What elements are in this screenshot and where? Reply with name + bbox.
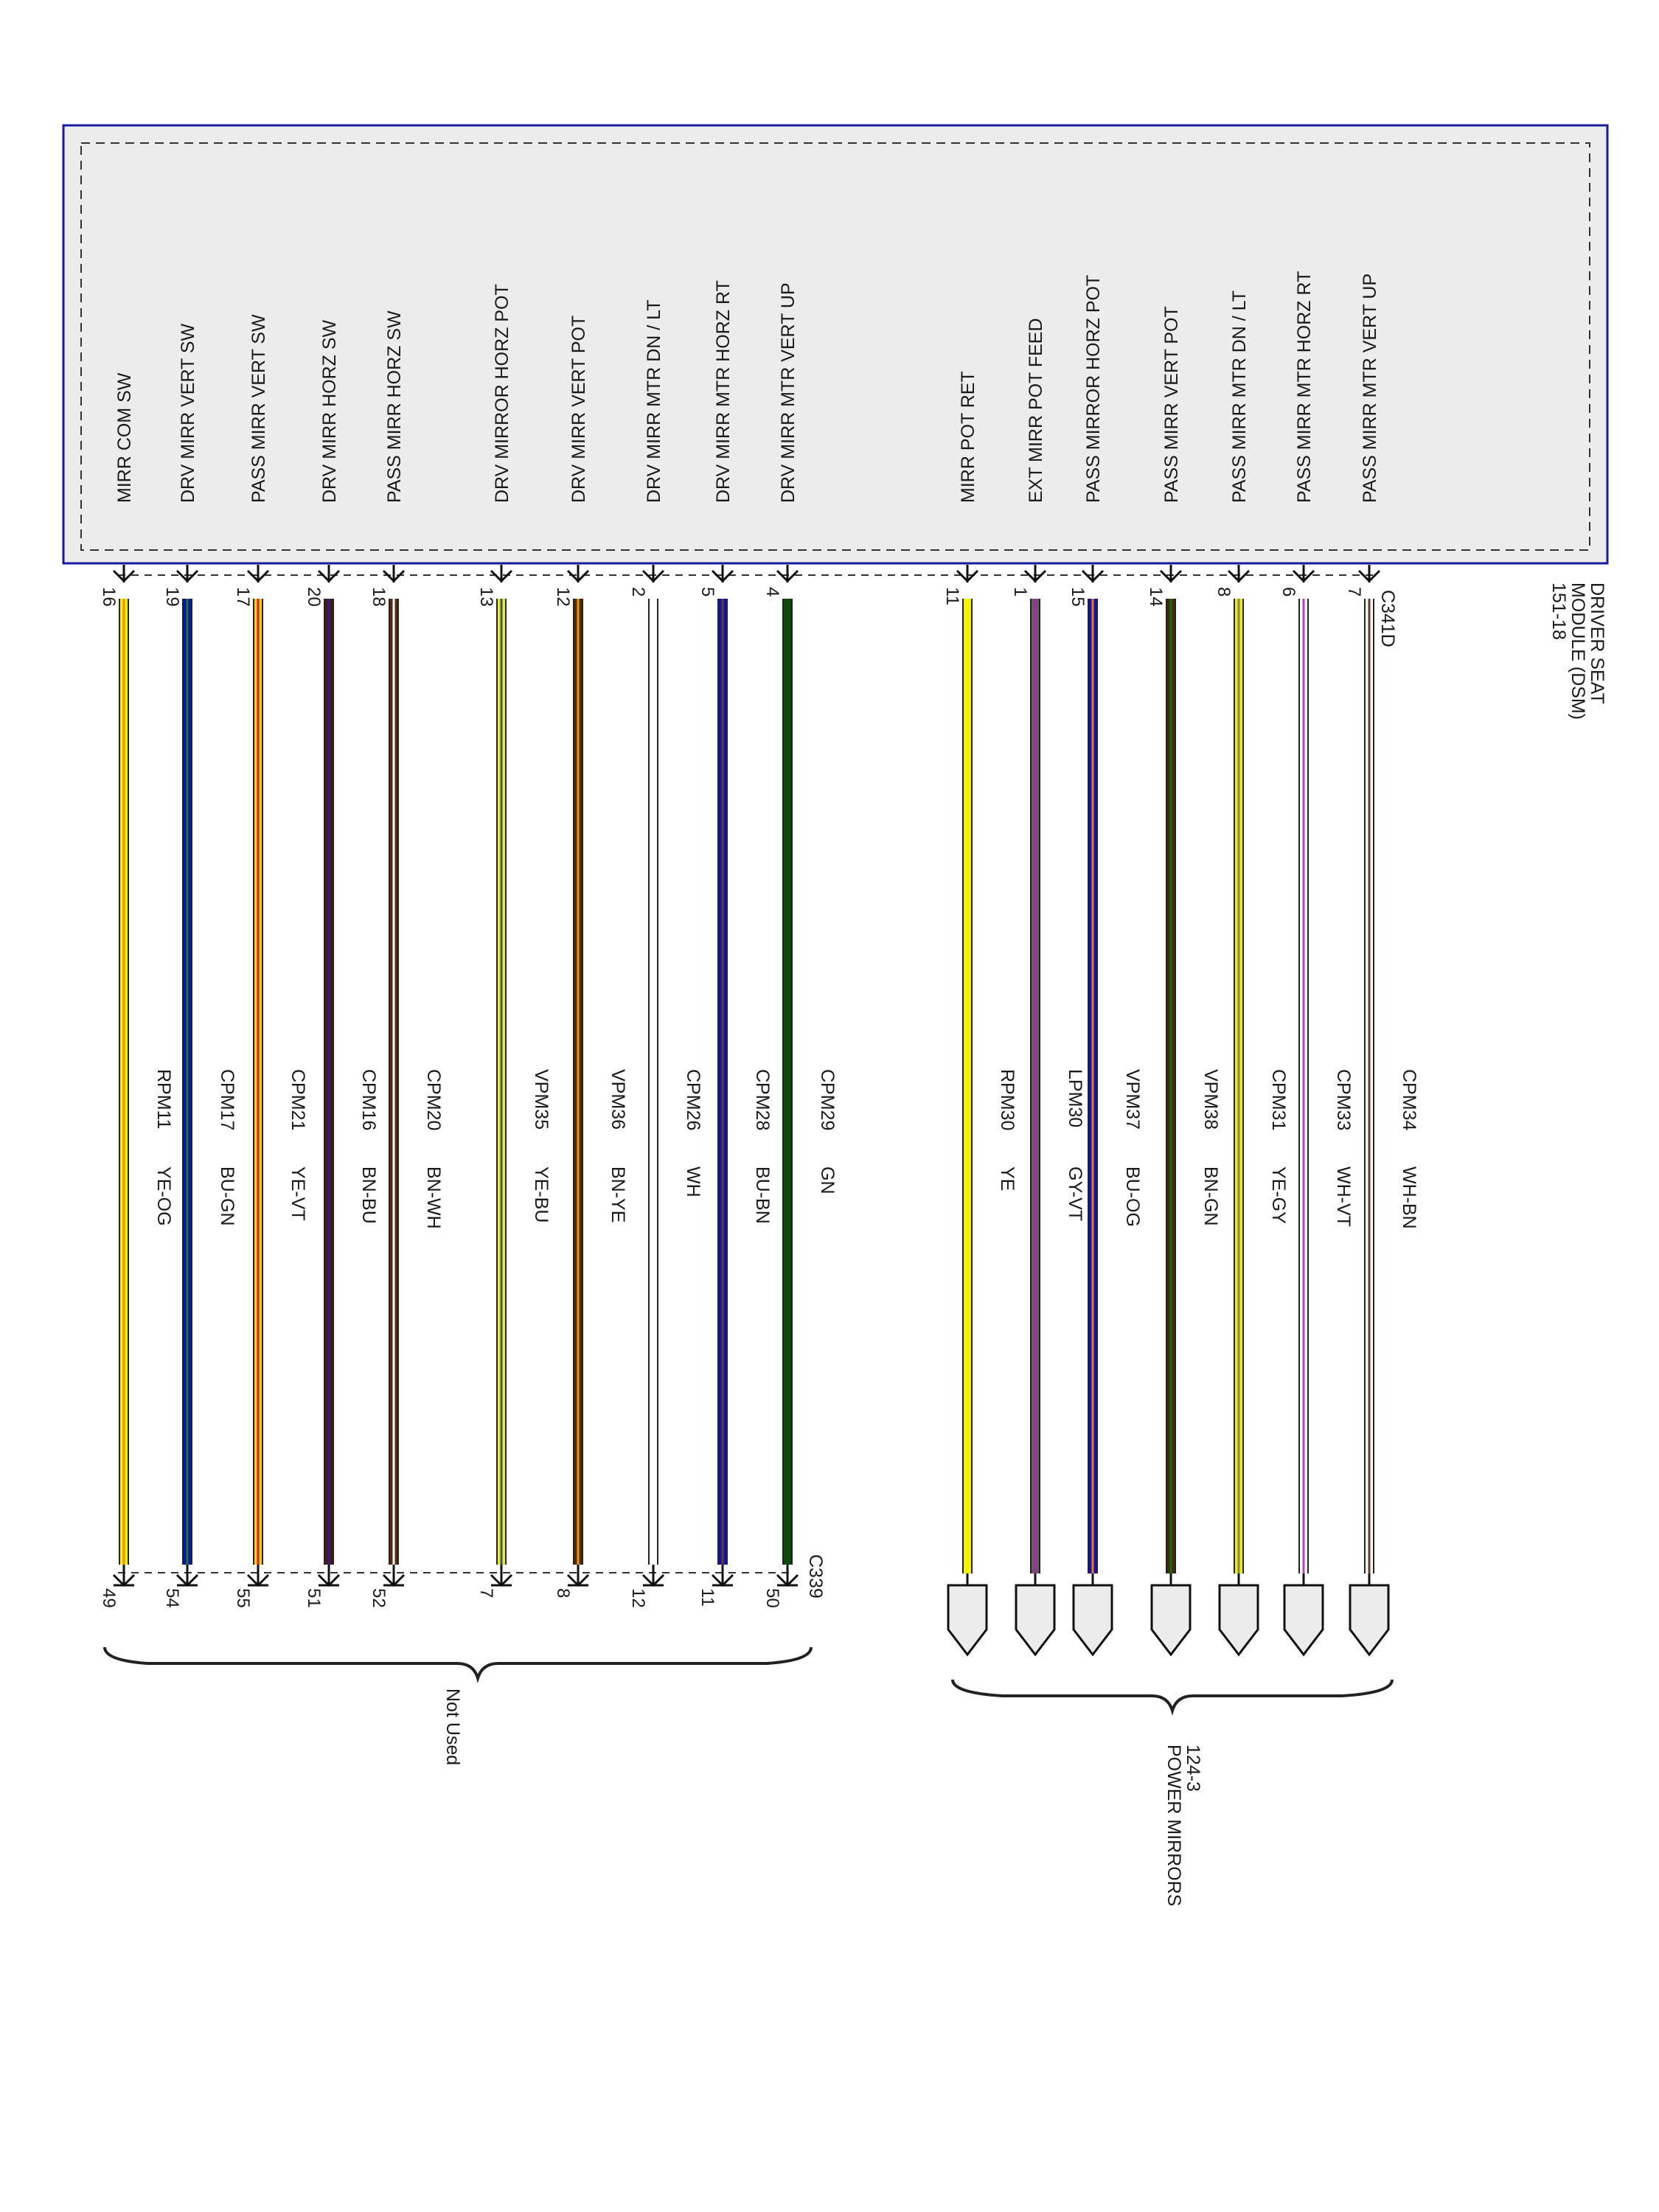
wire-color-label: BU-OG: [1122, 1166, 1143, 1227]
pin-number: 6: [1279, 587, 1298, 597]
wire-color-label: BN-YE: [608, 1166, 628, 1223]
signal-label: PASS MIRR HORZ SW: [384, 310, 405, 503]
pin-number: 13: [476, 587, 496, 607]
wire-color-label: WH-BN: [1399, 1166, 1419, 1229]
wire-color-label: BN-BU: [358, 1166, 379, 1224]
wire-color-label: WH: [683, 1166, 703, 1197]
pin-number: 12: [553, 587, 573, 607]
wire-color-label: YE-BU: [531, 1166, 552, 1223]
pin-number: 1: [1010, 587, 1030, 597]
c339-pin-number: 55: [233, 1588, 253, 1608]
circuit-label: CPM16: [358, 1069, 379, 1131]
pin-number: 5: [698, 587, 717, 597]
pin-number: 14: [1146, 587, 1166, 607]
c339-pin-number: 12: [628, 1588, 648, 1608]
wire-color-label: YE: [997, 1166, 1018, 1192]
pin-number: 4: [762, 587, 782, 597]
module-name-line2: MODULE (DSM): [1568, 582, 1588, 720]
signal-label: EXT MIRR POT FEED: [1026, 318, 1046, 503]
pin-number: 19: [162, 587, 182, 607]
signal-label: DRV MIRR VERT POT: [568, 315, 589, 503]
c339-pin-number: 54: [162, 1588, 182, 1608]
not-used-brace: [105, 1647, 811, 1678]
c339-pin-number: 52: [369, 1588, 389, 1608]
pin-number: 18: [369, 587, 389, 607]
c339-pin-number: 51: [304, 1588, 324, 1608]
power-mirrors-brace: [953, 1680, 1392, 1711]
signal-label: PASS MIRR MTR VERT UP: [1360, 273, 1380, 503]
circuit-label: LPM30: [1065, 1069, 1085, 1128]
signal-label: PASS MIRR VERT POT: [1161, 306, 1182, 503]
signal-label: DRV MIRR MTR DN / LT: [644, 299, 664, 503]
circuit-label: VPM35: [531, 1069, 552, 1130]
circuit-label: RPM30: [997, 1069, 1018, 1131]
wire-color-label: GY-VT: [1065, 1166, 1085, 1222]
c339-pin-number: 50: [762, 1588, 782, 1608]
circuit-label: CPM21: [288, 1069, 308, 1131]
wire-color-label: BN-GN: [1200, 1166, 1221, 1226]
power-mirrors-ref: 124-3: [1183, 1745, 1203, 1792]
pin-number: 20: [304, 587, 324, 607]
circuit-label: CPM20: [423, 1069, 444, 1131]
module-label: [1548, 582, 1607, 720]
signal-label: DRV MIRROR HORZ POT: [492, 284, 512, 503]
pin-number: 15: [1068, 587, 1088, 607]
circuit-label: CPM31: [1268, 1069, 1289, 1131]
pin-number: 11: [942, 587, 962, 605]
power-mirrors-name: POWER MIRRORS: [1164, 1745, 1184, 1907]
pin-number: 8: [1214, 587, 1234, 597]
c341d-connector-label: C341D: [1377, 590, 1398, 647]
wire-color-label: BU-BN: [752, 1166, 773, 1224]
power-mirrors-label: [1164, 1745, 1203, 1906]
signal-label: DRV MIRR VERT SW: [178, 323, 198, 503]
signal-label: PASS MIRR VERT SW: [248, 314, 269, 503]
module-name-line1: DRIVER SEAT: [1587, 582, 1607, 704]
pin-number: 2: [628, 587, 648, 597]
circuit-label: CPM17: [217, 1069, 237, 1131]
pin-number: 7: [1344, 587, 1364, 597]
signal-label: DRV MIRR MTR HORZ RT: [713, 280, 734, 503]
circuit-label: RPM11: [153, 1069, 174, 1130]
module-page-ref: 151-18: [1548, 582, 1569, 640]
signal-label: MIRR COM SW: [114, 372, 135, 503]
wire-color-label: YE-VT: [288, 1166, 308, 1221]
circuit-label: VPM38: [1200, 1069, 1221, 1130]
signal-label: PASS MIRROR HORZ POT: [1083, 274, 1104, 503]
circuit-label: VPM36: [608, 1069, 628, 1130]
c339-pin-number: 11: [698, 1588, 717, 1607]
wire-color-label: WH-VT: [1333, 1166, 1354, 1227]
circuit-label: CPM26: [683, 1069, 703, 1131]
circuit-label: CPM34: [1399, 1069, 1419, 1131]
circuit-label: VPM37: [1122, 1069, 1143, 1130]
c339-pin-number: 49: [99, 1588, 119, 1608]
signal-label: PASS MIRR MTR DN / LT: [1229, 291, 1250, 503]
wire-color-label: YE-OG: [153, 1166, 174, 1226]
circuit-label: CPM33: [1333, 1069, 1354, 1131]
signal-label: PASS MIRR MTR HORZ RT: [1294, 271, 1315, 503]
c339-connector-label: C339: [805, 1554, 826, 1599]
wire-color-label: YE-GY: [1268, 1166, 1289, 1224]
signal-label: MIRR POT RET: [958, 371, 978, 503]
circuit-label: CPM28: [752, 1069, 773, 1131]
c339-pin-number: 8: [553, 1588, 573, 1599]
wire-color-label: BN-WH: [423, 1166, 444, 1229]
signal-label: DRV MIRR MTR VERT UP: [778, 282, 799, 503]
c339-pin-number: 7: [476, 1588, 496, 1599]
wire-color-label: GN: [817, 1166, 838, 1194]
not-used-label: Not Used: [442, 1688, 463, 1766]
signal-label: DRV MIRR HORZ SW: [319, 319, 340, 503]
pin-number: 16: [99, 587, 119, 607]
pin-number: 17: [233, 587, 253, 607]
wire-color-label: BU-GN: [217, 1166, 237, 1226]
circuit-label: CPM29: [817, 1069, 838, 1131]
